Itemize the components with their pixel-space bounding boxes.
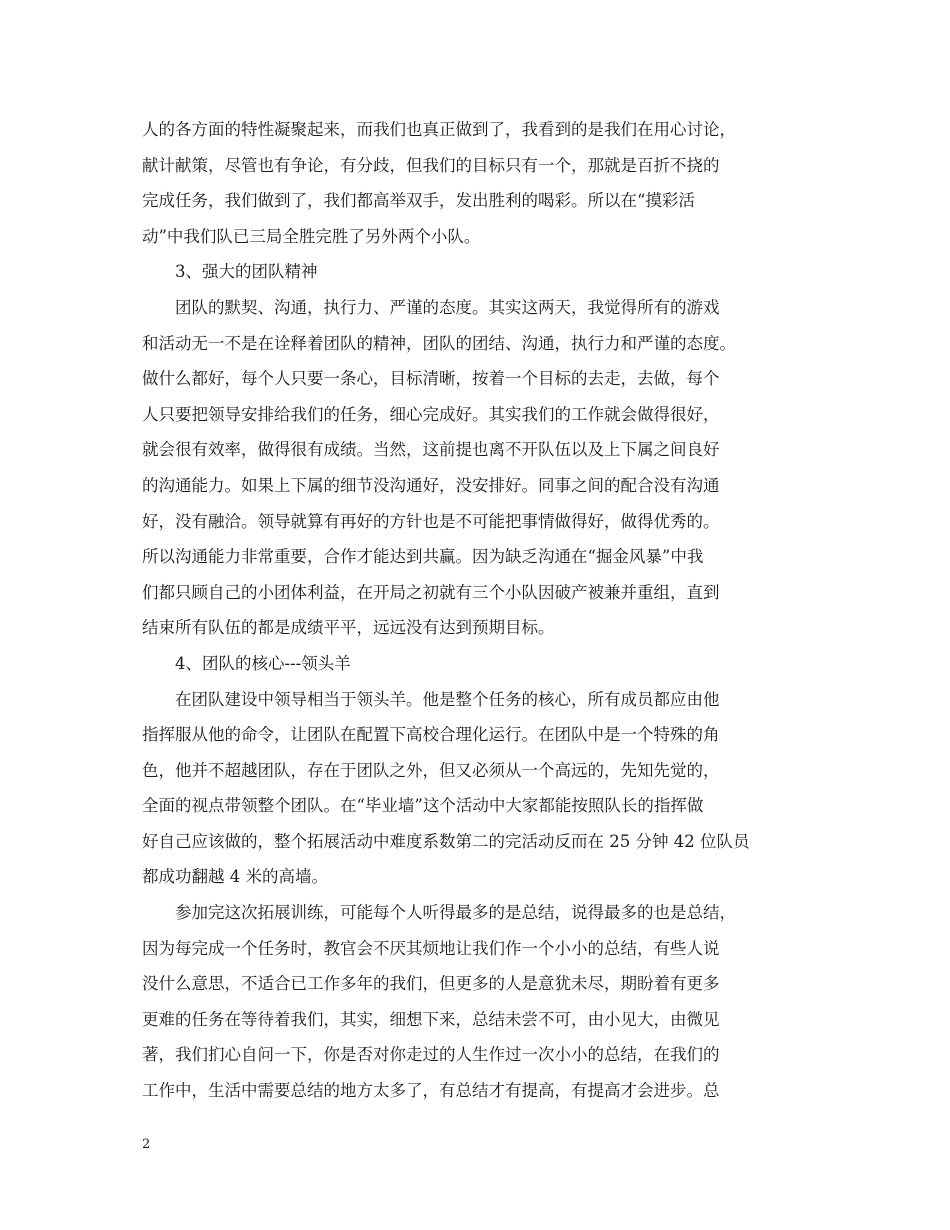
text-line: 动”中我们队已三局全胜完胜了另外两个小队。 — [142, 226, 481, 246]
text-line: 献计献策，尽管也有争论，有分歧，但我们的目标只有一个，那就是百折不挠的 — [142, 155, 720, 175]
text-line: 做什么都好，每个人只要一条心，目标清晰，按着一个目标的去走，去做，每个 — [142, 369, 720, 389]
text-line: 都成功翻越 4 米的高墙。 — [142, 867, 328, 887]
text-line: 们都只顾自己的小团体利益，在开局之初就有三个小队因破产被兼并重组，直到 — [142, 582, 720, 602]
text-line: 结束所有队伍的都是成绩平平，远远没有达到预期目标。 — [142, 618, 555, 638]
text-line: 工作中，生活中需要总结的地方太多了，有总结才有提高，有提高才会进步。总 — [142, 1081, 720, 1101]
text-line: 参加完这次拓展训练，可能每个人听得最多的是总结，说得最多的也是总结， — [175, 903, 736, 923]
text-line: 在团队建设中领导相当于领头羊。他是整个任务的核心，所有成员都应由他 — [175, 689, 720, 709]
page-number: 2 — [142, 1137, 151, 1152]
text-line: 指挥服从他的命令，让团队在配置下高校合理化运行。在团队中是一个特殊的角 — [142, 725, 720, 745]
text-line: 因为每完成一个任务时，教官会不厌其烦地让我们作一个小小的总结，有些人说 — [142, 938, 720, 958]
text-line: 好，没有融洽。领导就算有再好的方针也是不可能把事情做得好，做得优秀的。 — [142, 511, 720, 531]
section-heading: 4、团队的核心---领头羊 — [175, 653, 351, 673]
section-heading: 3、强大的团队精神 — [175, 262, 318, 282]
text-line: 好自己应该做的，整个拓展活动中难度系数第二的完活动反而在 25 分钟 42 位队员 — [142, 831, 750, 851]
text-line: 人只要把领导安排给我们的任务，细心完成好。其实我们的工作就会做得很好， — [142, 404, 720, 424]
text-line: 没什么意思，不适合已工作多年的我们，但更多的人是意犹未尽，期盼着有更多 — [142, 974, 720, 994]
text-line: 团队的默契、沟通，执行力、严谨的态度。其实这两天，我觉得所有的游戏 — [175, 297, 720, 317]
text-line: 人的各方面的特性凝聚起来，而我们也真正做到了，我看到的是我们在用心讨论， — [142, 120, 736, 139]
text-line: 所以沟通能力非常重要，合作才能达到共赢。因为缺乏沟通在“掘金风暴”中我 — [142, 547, 704, 567]
text-line: 的沟通能力。如果上下属的细节没沟通好，没安排好。同事之间的配合没有沟通 — [142, 475, 720, 495]
body-text — [142, 112, 822, 1109]
text-line: 更难的任务在等待着我们，其实，细想下来，总结未尝不可，由小见大，由微见 — [142, 1009, 720, 1029]
text-line: 著，我们扪心自问一下，你是否对你走过的人生作过一次小小的总结，在我们的 — [142, 1045, 720, 1065]
text-line: 色，他并不超越团队，存在于团队之外，但又必须从一个高远的，先知先觉的， — [142, 760, 720, 780]
text-line: 和活动无一不是在诠释着团队的精神，团队的团结、沟通，执行力和严谨的态度。 — [142, 333, 736, 353]
text-line: 完成任务，我们做到了，我们都高举双手，发出胜利的喝彩。所以在“摸彩活 — [142, 191, 695, 211]
text-line: 就会很有效率，做得很有成绩。当然，这前提也离不开队伍以及上下属之间良好 — [142, 440, 720, 460]
text-line: 全面的视点带领整个团队。在“毕业墙”这个活动中大家都能按照队长的指挥做 — [142, 796, 704, 816]
